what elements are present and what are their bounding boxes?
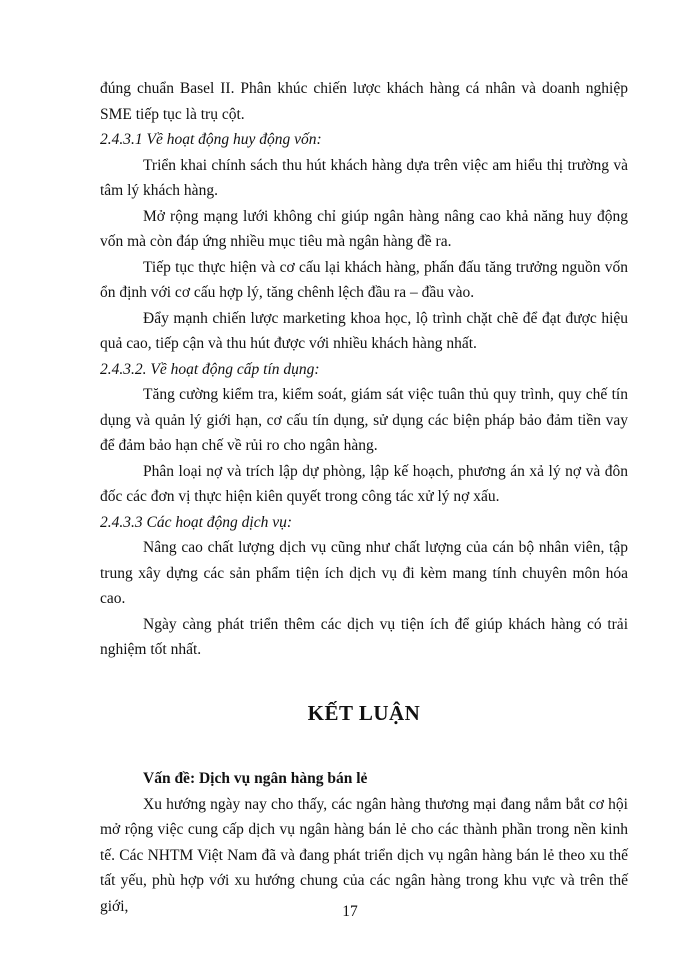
paragraph: Tiếp tục thực hiện và cơ cấu lại khách hàng, phấn đấu tăng trưởng nguồn vốn ổn định với cơ cấu hợp lý, tăng chênh lệch đầu ra – đầu vào. xyxy=(100,258,628,301)
page-body xyxy=(100,76,628,919)
conclusion-paragraph: Xu hướng ngày nay cho thấy, các ngân hàng thương mại đang nắm bắt cơ hội mở rộng việc cung cấp dịch vụ ngân hàng bán lẻ cho các thành phần trong nền kinh tế. Các NHTM Việt Nam đã và đang phát triển dịch vụ ngân hàng bán lẻ theo xu thế tất yếu, phù hợp với xu hướng chung của các ngân hàng trong khu vực và trên thế giới, xyxy=(100,795,628,915)
paragraph: Ngày càng phát triển thêm các dịch vụ tiện ích để giúp khách hàng có trải nghiệm tốt nhất. xyxy=(100,615,628,658)
page-number: 17 xyxy=(342,903,358,920)
intro-paragraph: đúng chuẩn Basel II. Phân khúc chiến lược khách hàng cá nhân và doanh nghiệp SME tiếp tục là trụ cột. xyxy=(100,80,628,123)
paragraph: Phân loại nợ và trích lập dự phòng, lập kế hoạch, phương án xả lý nợ và đôn đốc các đơn vị thực hiện kiên quyết trong công tác xử lý nợ xấu. xyxy=(100,462,628,505)
paragraph: Nâng cao chất lượng dịch vụ cũng như chất lượng của cán bộ nhân viên, tập trung xây dựng các sản phẩm tiện ích dịch vụ đi kèm mang tính chuyên môn hóa cao. xyxy=(100,539,628,607)
paragraph: Mở rộng mạng lưới không chỉ giúp ngân hàng nâng cao khả năng huy động vốn mà còn đáp ứng nhiều mục tiêu mà ngân hàng đề ra. xyxy=(100,207,628,250)
subject-line: Vấn đề: Dịch vụ ngân hàng bán lẻ xyxy=(143,770,368,787)
section-heading-services: 2.4.3.3 Các hoạt động dịch vụ: xyxy=(100,513,293,531)
paragraph: Đẩy mạnh chiến lược marketing khoa học, lộ trình chặt chẽ để đạt được hiệu quả cao, tiếp cận và thu hút được với nhiều khách hàng nhất. xyxy=(100,309,628,352)
section-heading-credit: 2.4.3.2. Về hoạt động cấp tín dụng: xyxy=(100,360,320,378)
paragraph: Tăng cường kiểm tra, kiểm soát, giám sát việc tuân thủ quy trình, quy chế tín dụng và quản lý giới hạn, cơ cấu tín dụng, sử dụng các biện pháp bảo đảm tiền vay để đảm bảo hạn chế về rủi ro cho ngân hàng. xyxy=(100,386,628,454)
conclusion-title: KẾT LUẬN xyxy=(307,700,421,725)
paragraph: Triển khai chính sách thu hút khách hàng dựa trên việc am hiểu thị trường và tâm lý khách hàng. xyxy=(100,156,628,199)
section-heading-capital: 2.4.3.1 Về hoạt động huy động vốn: xyxy=(100,131,322,148)
